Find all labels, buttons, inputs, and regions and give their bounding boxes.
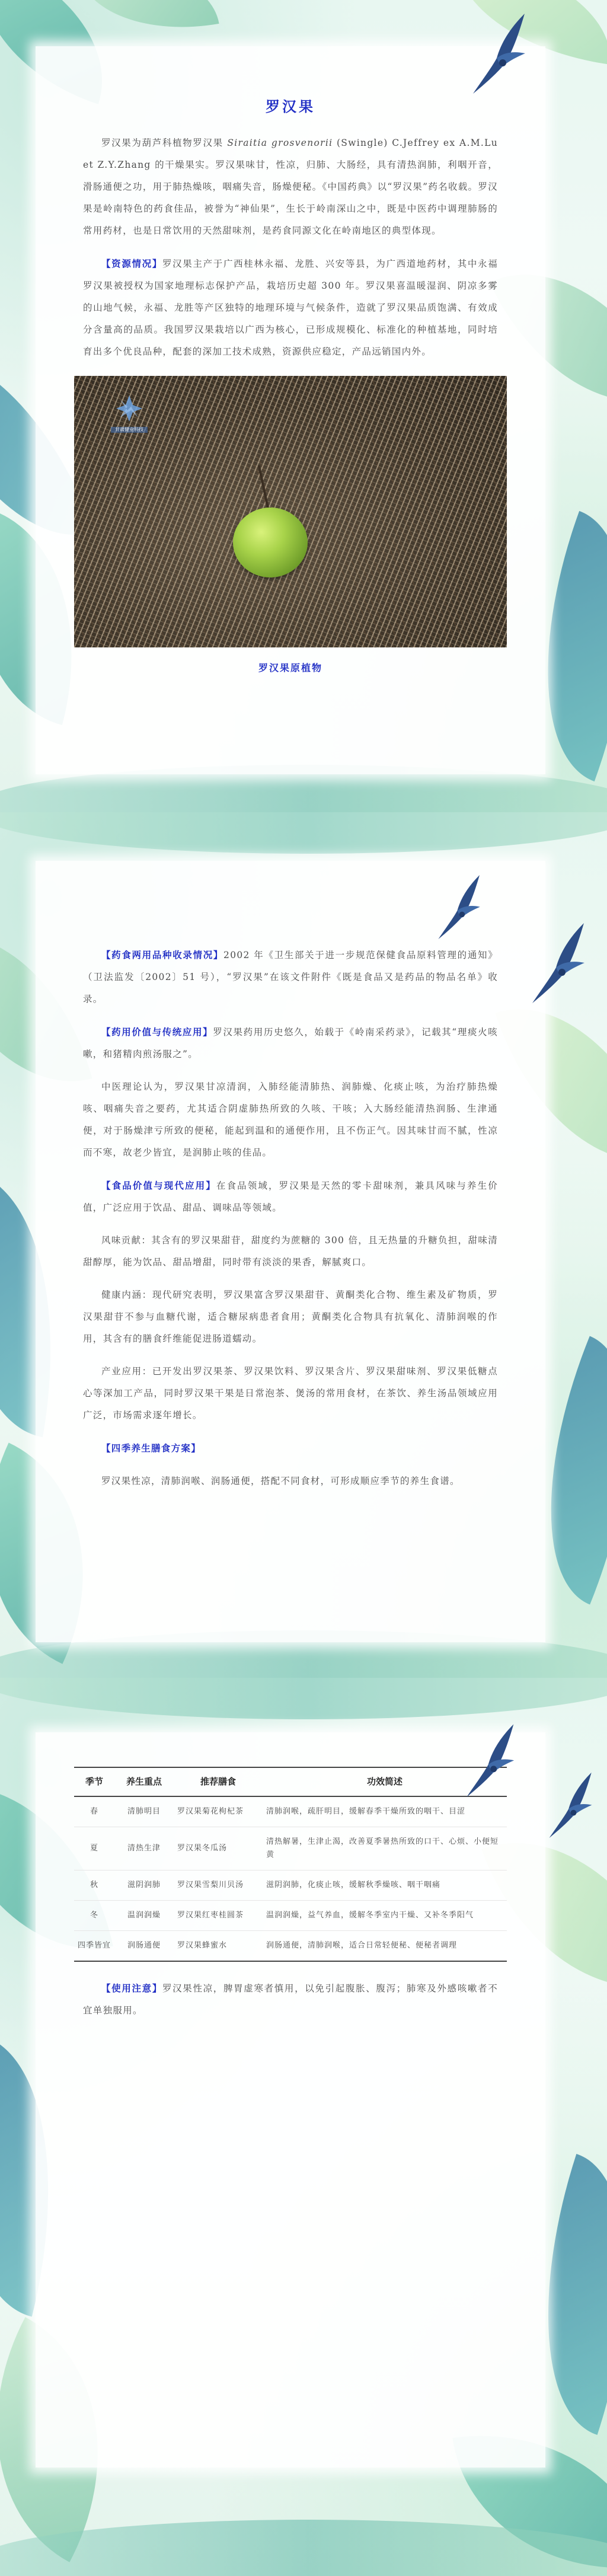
section-label: 【药食两用品种收录情况】 xyxy=(101,949,224,960)
table-row xyxy=(74,1796,507,1827)
panel-applications xyxy=(0,812,607,1678)
swallow-bird-icon xyxy=(434,873,487,944)
industry-paragraph: 产业应用：已开发出罗汉果茶、罗汉果饮料、罗汉果含片、罗汉果甜味剂、罗汉果低糖点心等深加工产品，同时罗汉果干果是日常泡茶、煲汤的常用食材，在茶饮、养生汤品领域应用广泛，市场需求逐年增长。 xyxy=(83,1366,498,1421)
page-title: 罗汉果 xyxy=(266,98,315,115)
table-cell: 冬 xyxy=(74,1901,114,1931)
table-cell: 罗汉果冬瓜汤 xyxy=(174,1827,263,1870)
table-header: 养生重点 xyxy=(114,1767,174,1796)
table-cell: 温润润燥，益气养血，缓解冬季室内干燥、又补冬季阳气 xyxy=(263,1901,507,1931)
panel-diet-table xyxy=(0,1678,607,2576)
table-cell: 清热生津 xyxy=(114,1827,174,1870)
intro-paragraph: 罗汉果为葫芦科植物罗汉果 Siraitia grosvenorii (Swingle) C.Jeffrey ex A.M.Lu et Z.Y.Zhang 的干燥果实。罗汉果味甘，性凉，归肺、大肠经，具有清热润肺，利咽开音，滑肠通便之功，用于肺热燥咳，咽痛失音，肠燥便秘。《中国药典》以“罗汉果”药名收载。罗汉果是岭南特色的药食佳品，被誉为“神仙果”，生长于岭南深山之中，既是中医药中调理肺肠的常用药材，也是日常饮用的天然甜味剂，是药食同源文化在岭南地区的典型体现。 xyxy=(83,138,498,236)
section-label: 【四季养生膳食方案】 xyxy=(101,1442,202,1454)
table-cell: 清热解暑，生津止渴，改善夏季暑热所致的口干、心烦、小便短黄 xyxy=(263,1827,507,1870)
fruit-stem xyxy=(258,465,270,512)
table-cell: 四季皆宜 xyxy=(74,1931,114,1962)
tcm-theory-paragraph: 中医理论认为，罗汉果甘凉清润，入肺经能清肺热、润肺燥、化痰止咳，为治疗肺热燥咳、咽痛失音之要药，尤其适合阴虚肺热所致的久咳、干咳；入大肠经能清热润肠、生津通便，对于肠燥津亏所致的便秘，能起到温和的通便作用，且不伤正气。因其味甘而不腻，性凉而不寒，故老少皆宜，是润肺止咳的佳品。 xyxy=(83,1081,498,1158)
luo-han-guo-fruit xyxy=(233,507,308,577)
table-cell: 清肺明目 xyxy=(114,1796,174,1827)
health-paragraph: 健康内涵：现代研究表明，罗汉果富含罗汉果甜苷、黄酮类化合物、维生素及矿物质，罗汉果甜苷不参与血糖代谢，适合糖尿病患者食用；黄酮类化合物具有抗氧化、清肺润喉的作用，其含有的膳食纤维能促进肠道蠕动。 xyxy=(83,1289,498,1344)
table-header: 功效简述 xyxy=(263,1767,507,1796)
swallow-bird-icon xyxy=(545,1768,599,1845)
table-cell: 润肠通便，清肺润喉，适合日常轻便秘、便秘者调理 xyxy=(263,1931,507,1962)
wave-decoration xyxy=(0,812,607,854)
content-card xyxy=(36,1732,545,2468)
table-cell: 秋 xyxy=(74,1870,114,1901)
table-header: 季节 xyxy=(74,1767,114,1796)
leaf-decoration xyxy=(77,0,219,46)
table-row xyxy=(74,1901,507,1931)
brand-logo-icon xyxy=(111,392,148,436)
seasonal-intro-paragraph: 罗汉果性凉，清肺润喉、润肠通便，搭配不同食材，可形成顺应季节的养生食谱。 xyxy=(101,1476,460,1486)
table-row xyxy=(74,1931,507,1962)
table-cell: 罗汉果雪梨川贝汤 xyxy=(174,1870,263,1901)
table-cell: 润肠通便 xyxy=(114,1931,174,1962)
table-header-row xyxy=(74,1767,507,1796)
table-header: 推荐膳食 xyxy=(174,1767,263,1796)
resource-paragraph: 【资源情况】罗汉果主产于广西桂林永福、龙胜、兴安等县，为广西道地药材，其中永福罗汉果被授权为国家地理标志保护产品，栽培历史超 300 年。罗汉果喜温暖湿润、阴凉多雾的山地气候，永福、龙胜等产区独特的地理环境与气候条件，造就了罗汉果品质饱满、有效成分含量高的品质。我国罗汉果栽培以广西为核心，已形成规模化、标准化的种植基地，同时培育出多个优良品种，配套的深加工技术成熟，资源供应稳定，产品远销国内外。 xyxy=(83,258,498,357)
seasonal-diet-table xyxy=(74,1767,507,1962)
table-cell: 罗汉果蜂蜜水 xyxy=(174,1931,263,1962)
table-cell: 罗汉果菊花枸杞茶 xyxy=(174,1796,263,1827)
content-card xyxy=(36,46,545,774)
panel-intro xyxy=(0,0,607,812)
logo-text: 甘肃健业科技 xyxy=(111,427,148,433)
table-cell: 滋阴润肺 xyxy=(114,1870,174,1901)
table-cell: 夏 xyxy=(74,1827,114,1870)
food-value-paragraph: 【食品价值与现代应用】在食品领域，罗汉果是天然的零卡甜味剂，兼具风味与养生价值，广泛应用于饮品、甜品、调味品等领域。 xyxy=(83,1180,498,1213)
table-row xyxy=(74,1870,507,1901)
content-card xyxy=(36,861,545,1642)
swallow-bird-icon xyxy=(468,11,533,100)
wave-decoration xyxy=(0,1678,607,1719)
table-cell: 罗汉果红枣桂圆茶 xyxy=(174,1901,263,1931)
table-row xyxy=(74,1827,507,1870)
flavor-paragraph: 风味贡献：其含有的罗汉果甜苷，甜度约为蔗糖的 300 倍，且无热量的升糖负担，甜味清甜醇厚，能为饮品、甜品增甜，同时带有淡淡的果香，解腻爽口。 xyxy=(83,1235,498,1268)
seasonal-heading xyxy=(83,1437,498,1460)
section-label: 【食品价值与现代应用】 xyxy=(101,1180,216,1191)
table-cell: 春 xyxy=(74,1796,114,1827)
plant-photo xyxy=(74,376,507,647)
catalog-paragraph: 【药食两用品种收录情况】2002 年《卫生部关于进一步规范保健食品原料管理的通知》（卫法监发〔2002〕51 号），“罗汉果”在该文件附件《既是食品又是药品的物品名单》收录。 xyxy=(83,949,498,1004)
photo-caption: 罗汉果原植物 xyxy=(258,662,322,673)
swallow-bird-icon xyxy=(528,920,593,1009)
usage-note-paragraph: 【使用注意】罗汉果性凉，脾胃虚寒者慎用，以免引起腹胀、腹泻；肺寒及外感咳嗽者不宜单独服用。 xyxy=(83,1983,498,2016)
table-cell: 清肺润喉，疏肝明目，缓解春季干燥所致的咽干、目涩 xyxy=(263,1796,507,1827)
section-label: 【资源情况】 xyxy=(101,258,162,269)
section-label: 【药用价值与传统应用】 xyxy=(101,1026,213,1038)
section-label: 【使用注意】 xyxy=(101,1983,162,1994)
medicinal-paragraph: 【药用价值与传统应用】罗汉果药用历史悠久，始载于《岭南采药录》，记载其“理痰火咳嗽，和猪精肉煎汤服之”。 xyxy=(83,1026,498,1059)
table-cell: 温润润燥 xyxy=(114,1901,174,1931)
table-cell: 滋阴润肺，化痰止咳，缓解秋季燥咳、咽干咽痛 xyxy=(263,1870,507,1901)
swallow-bird-icon xyxy=(462,1720,522,1803)
